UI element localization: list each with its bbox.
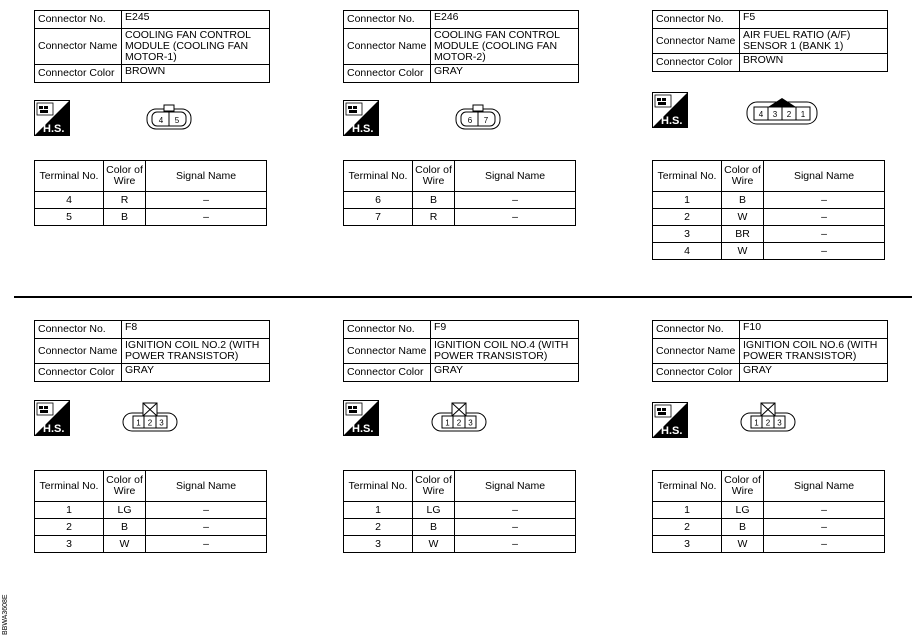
signal-name-cell: –: [455, 519, 576, 536]
wire-color-cell: B: [104, 519, 146, 536]
wire-color-cell: B: [104, 209, 146, 226]
pin-label: 3: [772, 110, 778, 119]
signal-name-cell: –: [764, 192, 885, 209]
terminal-table-header: [653, 471, 885, 502]
pin-label: 3: [159, 418, 164, 428]
terminal-table: [343, 470, 576, 553]
signal-name-cell: –: [764, 536, 885, 553]
connector-block-f5: [652, 10, 892, 72]
connector-info-table: [343, 320, 579, 382]
pin-label: 1: [136, 418, 141, 428]
pin-label: 1: [445, 418, 450, 428]
table-row: [653, 243, 885, 260]
terminal-no-cell: 2: [35, 519, 104, 536]
connector-no-row: [35, 11, 270, 29]
table-row: [35, 519, 267, 536]
signal-name-header: Signal Name: [764, 161, 885, 192]
wire-color-cell: W: [104, 536, 146, 553]
connector-name-label: Connector Name: [344, 29, 431, 65]
signal-name-cell: –: [764, 519, 885, 536]
wire-color-cell: BR: [722, 226, 764, 243]
harness-side-icon: [343, 400, 377, 434]
terminal-table: [34, 160, 267, 226]
signal-name-cell: –: [455, 536, 576, 553]
table-row: [344, 536, 576, 553]
connector-no-label: Connector No.: [653, 321, 740, 339]
terminal-no-cell: 1: [653, 502, 722, 519]
pin-label: 6: [467, 116, 473, 125]
terminal-table-header: [344, 471, 576, 502]
terminal-no-cell: 3: [653, 226, 722, 243]
connector-color-value: GRAY: [122, 364, 270, 382]
connector-name-row: [344, 339, 579, 364]
connector-color-label: Connector Color: [653, 54, 740, 72]
pin-label: 3: [777, 418, 782, 428]
signal-name-cell: –: [146, 209, 267, 226]
connector-no-row: [653, 321, 888, 339]
table-row: [653, 209, 885, 226]
terminal-table-header: [344, 161, 576, 192]
connector-name-row: [35, 29, 270, 65]
signal-name-cell: –: [146, 536, 267, 553]
signal-name-header: Signal Name: [455, 161, 576, 192]
terminal-no-cell: 1: [344, 502, 413, 519]
table-row: [653, 192, 885, 209]
table-row: [344, 502, 576, 519]
connector-no-row: [344, 321, 579, 339]
table-row: [35, 502, 267, 519]
table-row: [653, 226, 885, 243]
wire-color-cell: LG: [104, 502, 146, 519]
signal-name-cell: –: [455, 192, 576, 209]
wire-color-cell: B: [722, 192, 764, 209]
terminal-table-header: [653, 161, 885, 192]
wire-color-header: Color of Wire: [413, 471, 455, 502]
connector-color-row: [35, 364, 270, 382]
pin-label: 4: [158, 116, 164, 125]
terminal-no-header: Terminal No.: [653, 471, 722, 502]
terminal-table-header: [35, 471, 267, 502]
terminal-no-header: Terminal No.: [653, 161, 722, 192]
connector-face-icon: [146, 104, 192, 137]
wire-color-cell: B: [722, 519, 764, 536]
signal-name-header: Signal Name: [146, 161, 267, 192]
connector-name-label: Connector Name: [35, 339, 122, 364]
table-row: [653, 502, 885, 519]
terminal-no-cell: 6: [344, 192, 413, 209]
signal-name-cell: –: [764, 502, 885, 519]
connector-name-label: Connector Name: [344, 339, 431, 364]
connector-block-f10: [652, 320, 892, 382]
pin-label: 2: [456, 418, 462, 428]
connector-block-f8: [34, 320, 274, 382]
harness-side-icon: [652, 92, 686, 126]
harness-side-icon: [34, 400, 68, 434]
terminal-table: [343, 160, 576, 226]
wire-color-cell: W: [413, 536, 455, 553]
terminal-no-cell: 5: [35, 209, 104, 226]
terminal-no-header: Terminal No.: [35, 471, 104, 502]
connector-name-value: AIR FUEL RATIO (A/F) SENSOR 1 (BANK 1): [740, 29, 888, 54]
connector-no-label: Connector No.: [344, 11, 431, 29]
connector-no-label: Connector No.: [35, 321, 122, 339]
connector-color-label: Connector Color: [344, 364, 431, 382]
signal-name-header: Signal Name: [146, 471, 267, 502]
connector-name-value: IGNITION COIL NO.6 (WITH POWER TRANSISTOR): [740, 339, 888, 364]
connector-info-table: [343, 10, 579, 83]
terminal-no-cell: 2: [653, 209, 722, 226]
connector-name-value: IGNITION COIL NO.4 (WITH POWER TRANSISTOR): [431, 339, 579, 364]
table-row: [35, 536, 267, 553]
connector-name-value: COOLING FAN CONTROL MODULE (COOLING FAN MOTOR-2): [431, 29, 579, 65]
connector-no-value: F8: [122, 321, 270, 339]
connector-block-e245: [34, 10, 274, 83]
svg-text:H.S.: H.S.: [43, 423, 65, 435]
connector-info-table: [652, 10, 888, 72]
pin-label: 3: [468, 418, 473, 428]
svg-text:H.S.: H.S.: [661, 425, 683, 437]
terminal-no-header: Terminal No.: [344, 161, 413, 192]
connector-name-value: COOLING FAN CONTROL MODULE (COOLING FAN MOTOR-1): [122, 29, 270, 65]
connector-color-value: BROWN: [122, 65, 270, 83]
signal-name-cell: –: [764, 209, 885, 226]
terminal-no-cell: 3: [344, 536, 413, 553]
connector-no-value: F5: [740, 11, 888, 29]
terminal-table: [652, 160, 885, 260]
wire-color-cell: W: [722, 536, 764, 553]
terminal-no-cell: 3: [653, 536, 722, 553]
harness-side-icon: [652, 402, 686, 436]
terminal-no-cell: 7: [344, 209, 413, 226]
svg-text:H.S.: H.S.: [661, 115, 683, 127]
wire-color-cell: W: [722, 243, 764, 260]
pin-label: 2: [147, 418, 153, 428]
terminal-no-cell: 3: [35, 536, 104, 553]
wire-color-cell: B: [413, 192, 455, 209]
signal-name-cell: –: [455, 209, 576, 226]
connector-color-row: [344, 364, 579, 382]
connector-color-value: GRAY: [431, 65, 579, 83]
pin-label: 2: [765, 418, 771, 428]
signal-name-cell: –: [146, 519, 267, 536]
wire-color-cell: W: [722, 209, 764, 226]
connector-color-value: GRAY: [740, 364, 888, 382]
connector-color-label: Connector Color: [344, 65, 431, 83]
wire-color-header: Color of Wire: [104, 161, 146, 192]
terminal-no-header: Terminal No.: [344, 471, 413, 502]
connector-face-icon: [746, 96, 818, 131]
pin-label: 7: [483, 116, 489, 125]
connector-info-table: [34, 320, 270, 382]
pin-label: 5: [174, 116, 180, 125]
connector-color-row: [35, 65, 270, 83]
connector-no-row: [653, 11, 888, 29]
connector-no-value: E246: [431, 11, 579, 29]
connector-color-row: [344, 65, 579, 83]
terminal-no-cell: 2: [653, 519, 722, 536]
connector-block-e246: [343, 10, 583, 83]
table-row: [344, 192, 576, 209]
table-row: [35, 209, 267, 226]
wire-color-header: Color of Wire: [722, 161, 764, 192]
connector-name-row: [35, 339, 270, 364]
connector-no-value: F10: [740, 321, 888, 339]
connector-name-row: [344, 29, 579, 65]
pin-label: 4: [758, 110, 764, 119]
wire-color-cell: B: [413, 519, 455, 536]
terminal-table: [652, 470, 885, 553]
terminal-no-cell: 2: [344, 519, 413, 536]
connector-color-row: [653, 364, 888, 382]
connector-name-label: Connector Name: [35, 29, 122, 65]
svg-text:H.S.: H.S.: [352, 423, 374, 435]
connector-name-row: [653, 29, 888, 54]
wire-color-cell: R: [104, 192, 146, 209]
terminal-no-cell: 1: [653, 192, 722, 209]
connector-no-label: Connector No.: [653, 11, 740, 29]
pin-label: 1: [754, 418, 759, 428]
connector-face-icon: [455, 104, 501, 137]
wire-color-cell: LG: [722, 502, 764, 519]
connector-block-f9: [343, 320, 583, 382]
terminal-no-cell: 4: [35, 192, 104, 209]
connector-no-row: [344, 11, 579, 29]
signal-name-cell: –: [146, 502, 267, 519]
signal-name-header: Signal Name: [764, 471, 885, 502]
connector-no-value: E245: [122, 11, 270, 29]
connector-name-value: IGNITION COIL NO.2 (WITH POWER TRANSISTOR): [122, 339, 270, 364]
connector-info-table: [34, 10, 270, 83]
connector-face-icon: [431, 402, 487, 437]
svg-text:H.S.: H.S.: [352, 123, 374, 135]
connector-name-row: [653, 339, 888, 364]
terminal-no-cell: 1: [35, 502, 104, 519]
harness-side-icon: [343, 100, 377, 134]
wire-color-header: Color of Wire: [722, 471, 764, 502]
wire-color-cell: LG: [413, 502, 455, 519]
connector-no-label: Connector No.: [344, 321, 431, 339]
table-row: [653, 519, 885, 536]
connector-color-value: GRAY: [431, 364, 579, 382]
table-row: [653, 536, 885, 553]
connector-color-label: Connector Color: [35, 65, 122, 83]
harness-side-icon: [34, 100, 68, 134]
connector-info-table: [652, 320, 888, 382]
pin-label: 2: [786, 110, 792, 119]
connector-color-row: [653, 54, 888, 72]
connector-color-label: Connector Color: [653, 364, 740, 382]
wire-color-header: Color of Wire: [413, 161, 455, 192]
diagram-code: BBWA3608E: [2, 594, 9, 635]
connector-name-label: Connector Name: [653, 339, 740, 364]
pin-label: 1: [800, 110, 806, 119]
connector-color-label: Connector Color: [35, 364, 122, 382]
wire-color-cell: R: [413, 209, 455, 226]
terminal-table: [34, 470, 267, 553]
table-row: [344, 209, 576, 226]
terminal-table-header: [35, 161, 267, 192]
connector-face-icon: [740, 402, 796, 437]
wire-color-header: Color of Wire: [104, 471, 146, 502]
svg-text:H.S.: H.S.: [43, 123, 65, 135]
signal-name-cell: –: [764, 243, 885, 260]
signal-name-header: Signal Name: [455, 471, 576, 502]
terminal-no-header: Terminal No.: [35, 161, 104, 192]
connector-color-value: BROWN: [740, 54, 888, 72]
table-row: [344, 519, 576, 536]
terminal-no-cell: 4: [653, 243, 722, 260]
connector-no-value: F9: [431, 321, 579, 339]
signal-name-cell: –: [146, 192, 267, 209]
connector-name-label: Connector Name: [653, 29, 740, 54]
signal-name-cell: –: [455, 502, 576, 519]
signal-name-cell: –: [764, 226, 885, 243]
connector-no-label: Connector No.: [35, 11, 122, 29]
connector-face-icon: [122, 402, 178, 437]
section-divider: [14, 296, 912, 298]
table-row: [35, 192, 267, 209]
connector-no-row: [35, 321, 270, 339]
